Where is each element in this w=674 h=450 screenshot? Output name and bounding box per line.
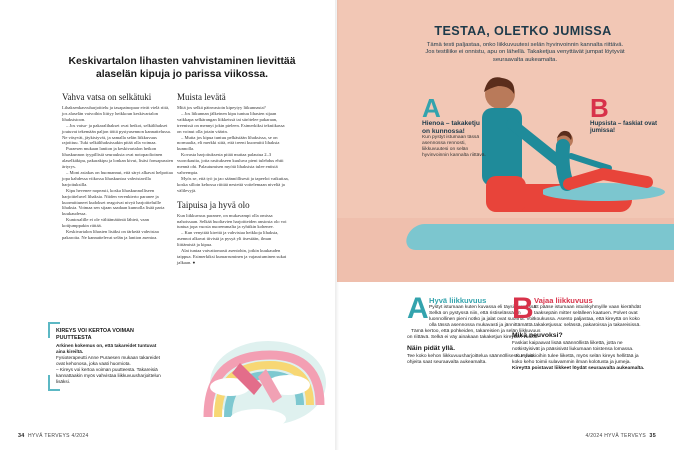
section-heading: Taipuisa ja hyvä olo	[177, 199, 250, 210]
article-lead: Keskivartalon lihasten vahvistaminen lievittää alaselän kipuja jo parissa viikossa.	[68, 56, 296, 80]
column-heading: Hyvä liikkuvuus	[429, 296, 487, 305]
paragraph: Kipu hevenee nopeasti, koska lihaskunnolliseen harjoitteluvel lihaksia. Niiden verenkierto paranee ja kuormittuneet kudokset reagoivat nivyä harjoitteluille lihaksia. Voimaa sen sijaan saadaan kunnolla lisää paria kuukaudessa.	[62, 187, 165, 217]
magazine-name: HYVÄ TERVEYS 4/2024	[28, 433, 89, 439]
column-text: Et pääse istumaan istuinkyhmyille vaan kierähdät taaksepäin mitter selälleen kaatuen. Polvet ovat koukussa. Asento paljastaa, että kireyttä on koko takaketjussa: selässä, pakaroissa ja takareisissä.	[534, 305, 641, 329]
torso-shape	[482, 108, 522, 186]
paragraph: Puraesen mukaan lantion ja keskivartalon heikon lihaskunnon tyypillisiä seurauksia ovat notopaolioinen alaselkäkipu, pakarakipu ja lonkan kivut, lisäsi fonsapussien ärtyrys.	[62, 146, 173, 170]
column-text: Tee koko kehon liikkuvuusharjoittelua säännöllisesti. Hyviä ohjeita saat seuraavalta aukeamalta.	[407, 353, 534, 365]
page-folio	[18, 433, 89, 439]
section-heading: Vahva vatsa on selkätuki	[62, 92, 152, 102]
column-body	[62, 105, 174, 241]
fact-box-text: Fysioterapeutti Anne Puraesen mukaan takareidet ovat kehonosa, joka vaati huomiota.	[56, 355, 160, 366]
paragraph: – Jos liikunnan jälkeinen kipu tuntuu lihasten sijaan vaikkapa selkärangan liikkeissä tai särötelee pakaraan, treenissä on mennyt jokin pieleen. Esimerkiksi tekniikassa on voinut olla jotain väärin.	[177, 110, 285, 134]
page-number: 35	[649, 433, 656, 439]
column-text: Faskiat kaipaavat lisää säännöllistä liikettä, jotta ne notkistyisivät ja pääsisivät liukumaan toistensa lomassa.	[512, 341, 634, 353]
torso-shape	[563, 146, 568, 184]
right-page	[337, 0, 674, 450]
page-folio	[585, 433, 656, 439]
paragraph: – Jos vatsa- ja pakaralihakset ovat heikot, selkälihakset joutuvat tekemään paljon töitä pystyasennon kannattelussa. Ne väsyvät, jäykistyvät, ja samalla selän liikkuvuus rajoittuu. Tuki selkälihaksissakin pitää olla voimaa.	[62, 122, 171, 146]
paragraph: Kun liikkuvuus paranee, on mukavampi olla omissa nahoissaan. Selkää huoltavien harjoitteiden ansiosta olo voi tuntua jopa vuosia nuoremmalta ja ryhtikin kohenee.	[177, 212, 287, 230]
test-photo	[337, 0, 674, 282]
paragraph: – Kun venyttää kireitä ja vahvistaa heikkoja lihaksia, asennot alkavat tiivistä ja pysyä yli itsestään, ilman liittämistä ja kipua.	[177, 230, 279, 248]
column-body	[177, 105, 289, 194]
box-corner	[48, 322, 60, 338]
arm-shape	[571, 156, 609, 168]
cloud-shape	[230, 409, 286, 429]
legs-shape	[569, 174, 647, 184]
paragraph: Alat tuntaa vaivattomasti asentohin, jotkin kuukauden taippua. Esimerkiksi kumarruminen ja vajaustuminen sukat jalkaan. ●	[177, 248, 287, 265]
column-text: Pystyt istumaan kuten kuvassa eli täysistunnassa. Selkä on pystyssä niin, että ristiselässä on luonnollinen pieni notko ja jalat ovat suorina. Voit olla tässä asennossa mukavasti ja jännittämättä.	[429, 305, 538, 329]
paragraph: Kovasta harjoituksesta pitää muttaa palautua 2–3 vuorokautta, jotta rasitukseen kuuluva pieni tulehdus ehtii mennä ohi. Palautumisen myötä lihaksista tulee entistä vahvempia.	[177, 152, 284, 175]
page-fold	[335, 0, 339, 450]
test-subtitle: Tämä testi paljastaa, onko liikkuvuutesi selän hyvinvoinnin kannalta riittävä. Jos testiliike ei onnistu, apu on lähellä. Takaketjua venyttävät jumpat löytyvät seuraavalta aukeamalta.	[425, 42, 625, 63]
column-text: Kun faskioihin tulee liikettä, myös selän kireys hellittää ja koko keho toimii sulavammin ilman kolotusta ja jumeja.	[512, 353, 639, 365]
result-b-heading: Hupsista – faskiat ovat jumissa!	[590, 120, 658, 135]
article-column-2	[177, 92, 289, 266]
paragraph: – Moni asiakas on huomannut, että säryt alkavat helpottaa jopa kahdessa viikossa lihaskuntoa vahvistavilla harjoituksilla.	[62, 169, 173, 187]
paragraph: – Mutta jos kipua tuntuu pelkästään lihaksissa, se on normaalia, eli merkki siitä, että treeni kuormitti lihaksia kunnolla.	[177, 134, 280, 152]
paragraph: Mitä jos selkä päinvastoin kipeytyy liikunnasta?	[177, 105, 266, 110]
result-b-column	[512, 292, 648, 372]
article-column-1	[62, 92, 174, 241]
paragraph: Keskivartalon lihasten lisäksi on tärkeää vahvistaa pakaroita. Ne kannattelevat selän ja lantion asentoa.	[62, 229, 159, 240]
rainbow-sock-illustration	[170, 325, 330, 435]
fact-box-lead: Arkinen kokemus on, että takareidet tuntuvat aina kireiltä.	[56, 343, 157, 354]
letter-a: A	[407, 292, 429, 325]
result-a-label	[422, 93, 486, 159]
section-heading: Muista levätä	[177, 92, 226, 102]
column-text: Tämä kertoo, että pohkeiden, takareisien ja selän liikkuvuus on riittävä. Selkä ei väy ainakaan takaketjun kireyden vuoksi.	[407, 329, 541, 341]
letter-a: A	[422, 93, 441, 123]
column-heading: Vajaa liikkuvuus	[534, 296, 593, 305]
fact-box-title: KIREYS VOI KERTOA VOIMAN PUUTTEESTA	[56, 328, 134, 341]
fact-box-text: – Kireys voi kertoa voiman puutteesta. Takareisiä kannattaakin myös vahvistaa liikkuvuusharjoittelun lisäksi.	[56, 367, 161, 384]
test-title: TESTAA, OLETKO JUMISSA	[434, 24, 612, 38]
page-number: 34	[18, 433, 25, 439]
woman-slouched-figure	[543, 124, 671, 204]
result-a-heading: Hienoa – takaketju on kunnossa!	[422, 120, 480, 135]
column-body	[177, 213, 289, 266]
fact-box	[48, 322, 164, 385]
magazine-name: 4/2024 HYVÄ TERVEYS	[585, 433, 646, 439]
column-subheading: Mikä neuvoksi?	[512, 332, 563, 340]
paragraph: Lihaksenkasvuharjoittelu ja tasapainopaar eivät vielä riitä, jos alaselän vaivoihin liittyy heikkoun keskivartalon lihaksistoon.	[62, 105, 170, 122]
paragraph: Kuntosalille ei ole välttämätöntä lähteä, vaan kotijumppakin riittää.	[62, 217, 149, 229]
paragraph: Myös se, että työ ja jao säännöllisesti ja tapeeloi vaikuttaa, koska silloin kehossa riittää nestettä voitelemaan niveliä ja välilevyjä.	[177, 175, 289, 193]
result-b-label	[590, 93, 660, 135]
result-a-text: Kun pystyt istumaan tässä asennossa rennosti, liikkuvuutesi on selän hyvinvoinnin kannalta riittävä.	[422, 135, 486, 159]
column-subheading: Näin pidät yllä.	[407, 344, 455, 352]
column-text-bold: Kireyttä poistavat liikkeet löydät seuraavalta aukeamalta.	[512, 365, 645, 371]
box-corner	[48, 375, 60, 391]
letter-b: B	[590, 93, 609, 123]
hip-shape	[486, 176, 526, 212]
letter-b: B	[512, 292, 534, 325]
